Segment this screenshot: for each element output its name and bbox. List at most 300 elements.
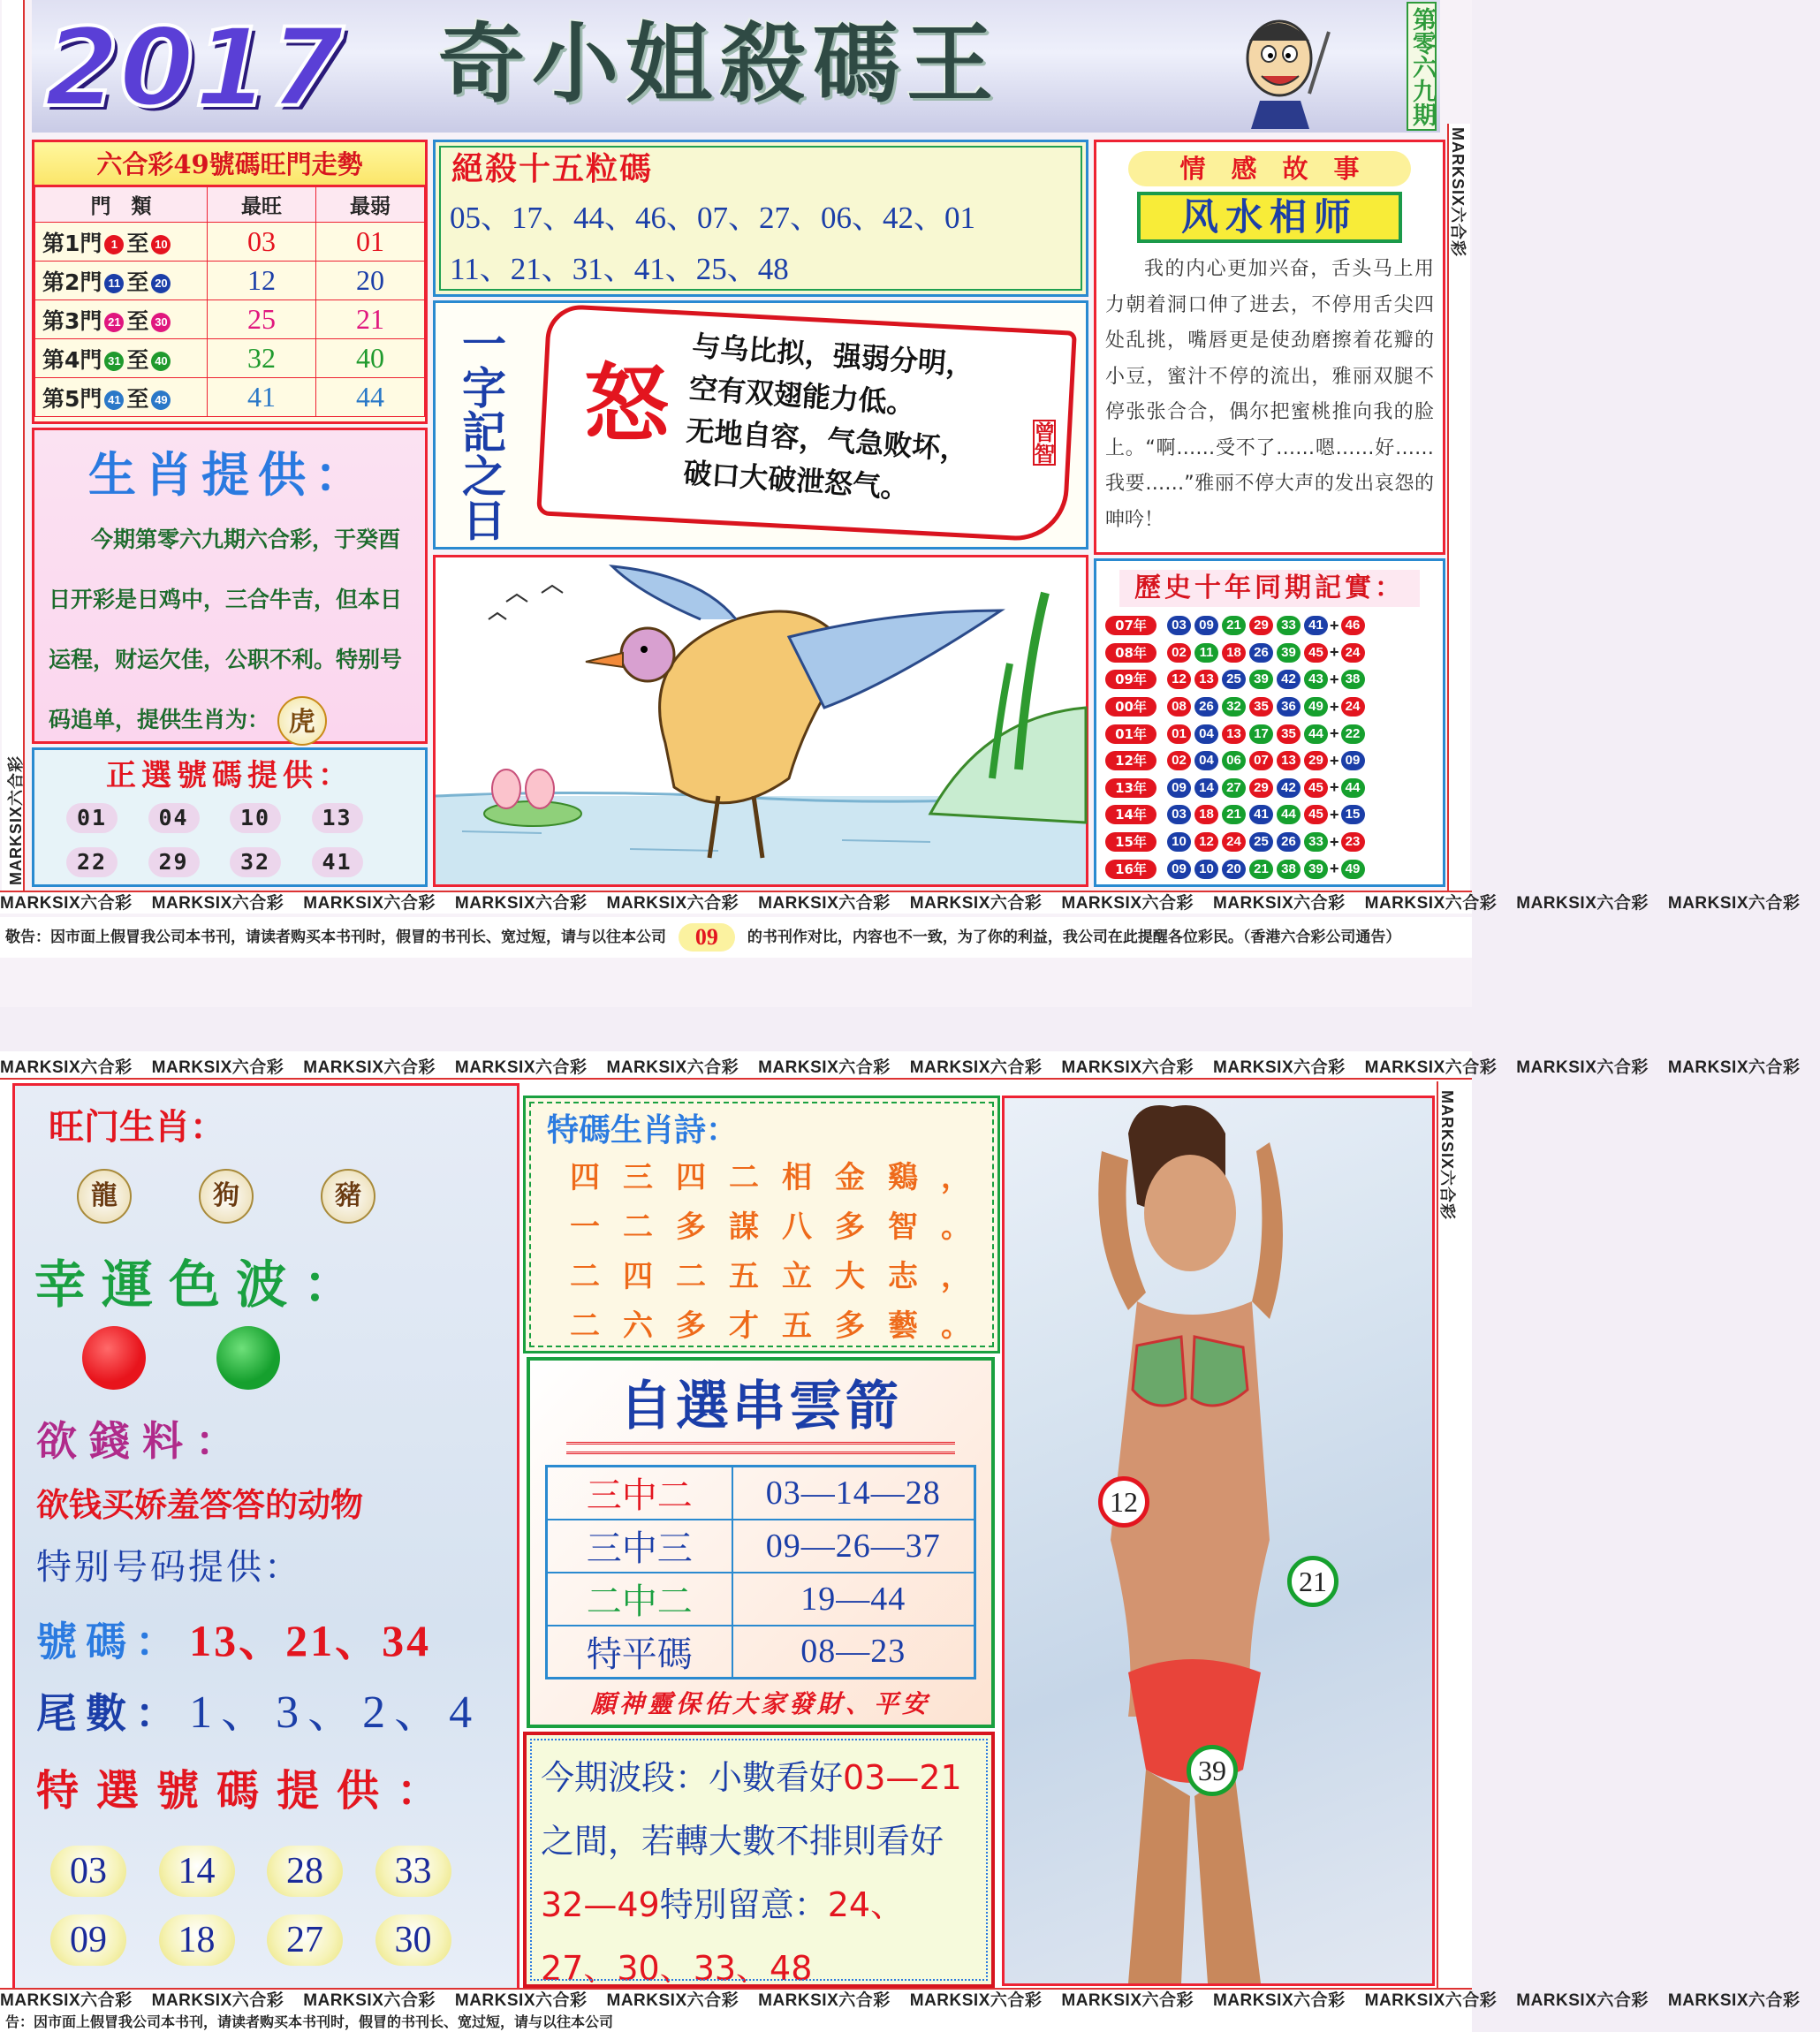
- door-label: [35, 223, 208, 262]
- history-ball: 24: [1222, 832, 1246, 852]
- door-row: [35, 262, 425, 300]
- history-ball: 04: [1194, 751, 1218, 770]
- history-special: 46: [1341, 616, 1365, 635]
- history-row: [1105, 640, 1439, 667]
- history-ball: 39: [1277, 643, 1301, 663]
- money-text: 欲钱买娇羞答答的动物: [36, 1486, 363, 1524]
- door-from-ball: 11: [104, 274, 124, 293]
- model-figure: [1005, 1098, 1432, 1983]
- history-ball: 09: [1167, 778, 1191, 798]
- history-ball: 04: [1194, 724, 1218, 744]
- strip-label: MARKSIX六合彩: [0, 1991, 133, 2010]
- pick-ball: 09: [50, 1914, 126, 1966]
- history-ball: 08: [1167, 697, 1191, 717]
- side-strip-text: MARKSIX六合彩: [7, 754, 25, 885]
- history-ball: 13: [1194, 670, 1218, 689]
- strip-label: MARKSIX六合彩: [303, 1991, 436, 2010]
- zodiac-provide-panel: [32, 428, 428, 744]
- history-special: 44: [1341, 778, 1365, 798]
- zodiac-provide-title: 生肖提供：: [88, 446, 371, 503]
- strip-label: MARKSIX六合彩: [606, 1991, 739, 2010]
- history-ball: 21: [1222, 805, 1246, 824]
- history-period: 12年: [1105, 751, 1156, 770]
- combo-title: 自選串雲箭: [619, 1376, 902, 1437]
- combo-panel: [527, 1357, 995, 1728]
- side-strip-left-bottom: [0, 1081, 12, 1983]
- history-period: 15年: [1105, 832, 1156, 852]
- pick-number: 13: [312, 803, 363, 833]
- pick-number: 10: [230, 803, 281, 833]
- history-ball: 45: [1304, 805, 1328, 824]
- poem-line: 四三四二相金鷄，: [570, 1160, 994, 1195]
- strip-label: MARKSIX六合彩: [454, 1058, 588, 1077]
- strip-label: MARKSIX六合彩: [909, 1991, 1043, 2010]
- history-ball: 03: [1167, 805, 1191, 824]
- door-to-ball: 10: [151, 235, 171, 254]
- combo-value: 03—14—28: [732, 1467, 975, 1520]
- strip-label: MARKSIX六合彩: [303, 1058, 436, 1077]
- strip-label: MARKSIX六合彩: [454, 1991, 588, 2010]
- special-title: 特别号码提供：: [36, 1547, 302, 1588]
- history-special: 24: [1341, 697, 1365, 717]
- poem-title: 特碼生肖詩：: [547, 1111, 739, 1149]
- door-from-ball: 31: [104, 352, 124, 371]
- door-name: 第1門: [42, 230, 102, 256]
- poem-lines: [570, 1153, 994, 1351]
- marquee-strip: [0, 891, 1801, 914]
- history-row: [1105, 855, 1439, 883]
- history-row: [1105, 775, 1439, 802]
- combo-row: [547, 1626, 975, 1679]
- history-ball: 41: [1304, 616, 1328, 635]
- tail-label: 尾數：: [36, 1689, 185, 1737]
- picks-title: 正選號碼提供：: [106, 758, 353, 793]
- history-ball: 42: [1277, 670, 1301, 689]
- header-year: 2017: [44, 5, 345, 131]
- pick-ball: 27: [267, 1914, 343, 1966]
- plus-sign: +: [1330, 724, 1339, 743]
- history-period: 13年: [1105, 778, 1156, 798]
- history-ball: 20: [1222, 860, 1246, 879]
- history-rows: [1096, 612, 1443, 883]
- combo-label: 二中二: [547, 1573, 732, 1626]
- dragon-icon: 龍: [77, 1169, 132, 1224]
- wave-part: 之間，若轉大數不排則看好: [541, 1822, 944, 1861]
- history-ball: 21: [1249, 860, 1273, 879]
- combo-label: 三中三: [547, 1520, 732, 1573]
- history-special: 38: [1341, 670, 1365, 689]
- combo-label: 特平碼: [547, 1626, 732, 1679]
- strip-label: MARKSIX六合彩: [1213, 1991, 1346, 2010]
- door-row: [35, 378, 425, 417]
- wave-range: 03—21: [843, 1758, 962, 1797]
- history-ball: 35: [1249, 697, 1273, 717]
- door-hot: 25: [208, 300, 316, 339]
- strip-label: MARKSIX六合彩: [151, 1991, 284, 2010]
- combo-value: 08—23: [732, 1626, 975, 1679]
- pick-ball: 28: [267, 1846, 343, 1897]
- one-char-line: 空有双翅能力低。: [687, 371, 916, 421]
- history-ball: 12: [1194, 832, 1218, 852]
- history-ball: 33: [1277, 616, 1301, 635]
- wave-part: 特別留意：: [659, 1885, 828, 1924]
- strip-label: MARKSIX六合彩: [1667, 1058, 1801, 1077]
- plus-sign: +: [1330, 643, 1339, 662]
- door-to-ball: 20: [151, 274, 171, 293]
- story-title: 风水相师: [1137, 192, 1402, 243]
- history-ball: 02: [1167, 751, 1191, 770]
- door-from-ball: 21: [104, 313, 124, 332]
- one-char-panel: [433, 300, 1088, 550]
- pick-number: 22: [66, 847, 118, 877]
- door-cold: 01: [316, 223, 425, 262]
- history-title: 歷史十年同期記實：: [1119, 570, 1420, 607]
- door-label: [35, 262, 208, 300]
- picks-grid: [34, 798, 425, 877]
- history-special: 24: [1341, 643, 1365, 663]
- header-banner: [32, 0, 1440, 133]
- door-row: [35, 339, 425, 378]
- pick-number: 32: [230, 847, 281, 877]
- poem-line: 二四二五立大志，: [570, 1259, 994, 1294]
- strip-label: MARKSIX六合彩: [1061, 894, 1194, 913]
- door-from-ball: 1: [104, 235, 124, 254]
- history-period: 14年: [1105, 805, 1156, 824]
- door-table-panel: [32, 140, 428, 424]
- door-name: 第4門: [42, 346, 102, 373]
- kill15-title: 絕殺十五粒碼: [451, 150, 654, 187]
- wave-part: 今期波段：小數看好: [541, 1758, 844, 1797]
- strip-label: MARKSIX六合彩: [606, 894, 739, 913]
- history-special: 15: [1341, 805, 1365, 824]
- strip-label: MARKSIX六合彩: [1516, 1058, 1649, 1077]
- history-ball: 29: [1249, 778, 1273, 798]
- wangmen-title: 旺门生肖：: [49, 1106, 225, 1148]
- strip-label: MARKSIX六合彩: [303, 894, 436, 913]
- notice-text-2: 的书刊作对比，内容也不一致，为了你的利益，我公司在此提醒各位彩民。（香港六合彩公司通告）: [747, 929, 1401, 946]
- strip-label: MARKSIX六合彩: [1213, 1058, 1346, 1077]
- pick-ball: 03: [50, 1846, 126, 1897]
- combo-value: 19—44: [732, 1573, 975, 1626]
- strip-label: MARKSIX六合彩: [606, 1058, 739, 1077]
- history-ball: 49: [1304, 697, 1328, 717]
- history-ball: 44: [1304, 724, 1328, 744]
- history-ball: 32: [1222, 697, 1246, 717]
- history-panel: [1094, 558, 1445, 887]
- side-strip-right-top: [1447, 124, 1470, 892]
- history-row: [1105, 720, 1439, 747]
- strip-label: MARKSIX六合彩: [151, 1058, 284, 1077]
- combo-row: [547, 1467, 975, 1520]
- history-ball: 35: [1277, 724, 1301, 744]
- door-to-word: 至: [126, 307, 149, 334]
- strip-label: MARKSIX六合彩: [909, 894, 1043, 913]
- door-table-title: 六合彩49號碼旺門走勢: [34, 142, 425, 186]
- strip-label: MARKSIX六合彩: [454, 894, 588, 913]
- history-ball: 45: [1304, 778, 1328, 798]
- door-table: [34, 186, 425, 417]
- combo-divider: [566, 1442, 955, 1454]
- strip-label: MARKSIX六合彩: [1667, 894, 1801, 913]
- header-issue: 第零六九期: [1407, 2, 1437, 131]
- color-title: 幸運色波：: [34, 1255, 371, 1315]
- door-to-word: 至: [126, 385, 149, 412]
- pick-balls: [50, 1846, 483, 1966]
- picks-panel: [32, 747, 428, 887]
- history-ball: 39: [1304, 860, 1328, 879]
- strip-label: MARKSIX六合彩: [151, 894, 284, 913]
- door-label: [35, 339, 208, 378]
- history-special: 23: [1341, 832, 1365, 852]
- history-ball: 29: [1304, 751, 1328, 770]
- history-ball: 01: [1167, 724, 1191, 744]
- notice-bar: [0, 917, 1472, 958]
- col-header: 門 類: [35, 187, 208, 223]
- history-ball: 25: [1222, 670, 1246, 689]
- notice-text: 敬告：因市面上假冒我公司本书刊，请读者购买本书刊时，假冒的书刊长、宽过短，请与以往本公司: [5, 929, 666, 946]
- pick-ball: 30: [375, 1914, 451, 1966]
- strip-label: MARKSIX六合彩: [1516, 894, 1649, 913]
- history-ball: 33: [1304, 832, 1328, 852]
- strip-label: MARKSIX六合彩: [758, 1991, 891, 2010]
- kill15-panel: [433, 140, 1088, 297]
- pick-ball: 18: [159, 1914, 235, 1966]
- history-row: [1105, 694, 1439, 721]
- poem-panel: [523, 1096, 1000, 1353]
- history-ball: 39: [1249, 670, 1273, 689]
- side-strip-text: MARKSIX六合彩: [1449, 127, 1467, 258]
- strip-label: MARKSIX六合彩: [1364, 894, 1498, 913]
- combo-label: 三中二: [547, 1467, 732, 1520]
- door-to-word: 至: [126, 346, 149, 373]
- pick-number: 04: [148, 803, 200, 833]
- strip-label: MARKSIX六合彩: [1213, 894, 1346, 913]
- photo-panel: [1002, 1096, 1435, 1986]
- green-wave-dot: [216, 1326, 280, 1390]
- one-char-line: 与乌比拟，强弱分明，: [691, 329, 976, 383]
- history-ball: 43: [1304, 670, 1328, 689]
- door-table-header: [35, 187, 425, 223]
- marquee-strip: [0, 1057, 1801, 1080]
- codes-label: 號碼：: [36, 1618, 185, 1665]
- mascot: [1225, 5, 1331, 129]
- combo-row: [547, 1573, 975, 1626]
- door-hot: 03: [208, 223, 316, 262]
- history-ball: 14: [1194, 778, 1218, 798]
- tail-row: [36, 1687, 481, 1740]
- history-ball: 36: [1277, 697, 1301, 717]
- plus-sign: +: [1330, 832, 1339, 851]
- story-panel: [1094, 140, 1445, 555]
- door-hot: 41: [208, 378, 316, 417]
- door-cold: 40: [316, 339, 425, 378]
- history-ball: 07: [1249, 751, 1273, 770]
- side-strip-left-top: [2, 0, 25, 892]
- history-special: 22: [1341, 724, 1365, 744]
- wave-panel: [523, 1732, 995, 1988]
- pick-number: 41: [312, 847, 363, 877]
- door-to-ball: 30: [151, 313, 171, 332]
- plus-sign: +: [1330, 860, 1339, 878]
- history-special: 49: [1341, 860, 1365, 879]
- history-ball: 10: [1167, 832, 1191, 852]
- side-strip-right-bottom: [1437, 1081, 1460, 1991]
- codes-row: [36, 1614, 431, 1668]
- red-wave-dot: [82, 1326, 146, 1390]
- one-char-lines: [682, 324, 1046, 518]
- history-ball: 18: [1194, 805, 1218, 824]
- notice-code: 09: [679, 923, 735, 952]
- history-row: [1105, 612, 1439, 640]
- pick-number: 01: [66, 803, 118, 833]
- story-badge: 情 感 故 事: [1128, 151, 1411, 186]
- col-header: 最旺: [208, 187, 316, 223]
- col-header: 最弱: [316, 187, 425, 223]
- strip-label: MARKSIX六合彩: [0, 894, 133, 913]
- strip-label: MARKSIX六合彩: [1061, 1991, 1194, 2010]
- door-label: [35, 378, 208, 417]
- door-from-ball: 41: [104, 390, 124, 410]
- history-row: [1105, 801, 1439, 829]
- plus-sign: +: [1330, 778, 1339, 797]
- history-ball: 13: [1222, 724, 1246, 744]
- animal-icons: [77, 1169, 375, 1224]
- door-hot: 32: [208, 339, 316, 378]
- door-to-word: 至: [126, 230, 149, 256]
- strip-label: MARKSIX六合彩: [758, 894, 891, 913]
- history-ball: 38: [1277, 860, 1301, 879]
- one-char-line: 破口大破泄怒气。: [682, 455, 911, 505]
- door-to-ball: 40: [151, 352, 171, 371]
- poem-line: 二六多才五多藝。: [570, 1308, 994, 1344]
- door-row: [35, 223, 425, 262]
- history-ball: 21: [1222, 616, 1246, 635]
- door-cold: 44: [316, 378, 425, 417]
- one-char-line: 无地自容，气急败坏，: [685, 413, 970, 467]
- history-ball: 12: [1167, 670, 1191, 689]
- history-ball: 29: [1249, 616, 1273, 635]
- combo-table: [545, 1465, 976, 1679]
- strip-label: MARKSIX六合彩: [909, 1058, 1043, 1077]
- history-ball: 13: [1277, 751, 1301, 770]
- history-ball: 06: [1222, 751, 1246, 770]
- history-ball: 10: [1194, 860, 1218, 879]
- pick-title: 特選號碼提供：: [36, 1766, 458, 1816]
- history-ball: 45: [1304, 643, 1328, 663]
- pick-ball: 14: [159, 1846, 235, 1897]
- history-ball: 09: [1167, 860, 1191, 879]
- history-period: 16年: [1105, 860, 1156, 879]
- one-char-big: 怒: [584, 354, 669, 454]
- story-body: 我的内心更加兴奋，舌头马上用力朝着洞口伸了进去，不停用舌尖四处乱挑，嘴唇更是使劲磨擦着花瓣的小豆，蜜汁不停的流出，雅丽双腿不停张张合合，偶尔把蜜桃推向我的脸上。“啊……受不了……嗯……好……我要……”雅丽不停大声的发出哀怨的呻吟！: [1105, 258, 1434, 531]
- bird-illustration: [433, 555, 1088, 887]
- kill15-line2: 11、21、31、41、25、48: [450, 252, 789, 286]
- seal-stamp: 曾智: [1030, 421, 1056, 464]
- codes-value: 13、21、34: [189, 1616, 432, 1665]
- plus-sign: +: [1330, 751, 1339, 770]
- history-ball: 11: [1194, 643, 1218, 663]
- marquee-strip: [0, 1988, 1801, 2011]
- strip-label: MARKSIX六合彩: [1364, 1991, 1498, 2010]
- history-ball: 26: [1249, 643, 1273, 663]
- pick-number: 29: [148, 847, 200, 877]
- plus-sign: +: [1330, 697, 1339, 716]
- side-strip-text: MARKSIX六合彩: [1438, 1090, 1456, 1221]
- history-period: 01年: [1105, 724, 1156, 744]
- strip-label: MARKSIX六合彩: [0, 1058, 133, 1077]
- pick-ball: 33: [375, 1846, 451, 1897]
- door-to-ball: 49: [151, 390, 171, 410]
- photo-ball: 12: [1098, 1476, 1149, 1528]
- combo-row: [547, 1520, 975, 1573]
- door-row: [35, 300, 425, 339]
- history-ball: 44: [1277, 805, 1301, 824]
- wave-range: 24、27、30、33、48: [541, 1885, 905, 1988]
- photo-ball: 39: [1187, 1745, 1238, 1796]
- door-cold: 20: [316, 262, 425, 300]
- history-ball: 17: [1249, 724, 1273, 744]
- history-ball: 26: [1277, 832, 1301, 852]
- history-row: [1105, 829, 1439, 856]
- door-name: 第5門: [42, 385, 102, 412]
- history-ball: 09: [1194, 616, 1218, 635]
- history-period: 09年: [1105, 670, 1156, 689]
- zodiac-provide-text: 今期第零六九期六合彩，于癸酉日开彩是日鸡中，三合牛吉，但本日运程，财运欠佳，公职不利。特别号码追单，提供生肖为：: [49, 527, 403, 732]
- wangmen-panel: [12, 1083, 519, 1993]
- plus-sign: +: [1330, 670, 1339, 688]
- history-period: 00年: [1105, 697, 1156, 717]
- door-name: 第2門: [42, 269, 102, 295]
- door-name: 第3門: [42, 307, 102, 334]
- history-period: 08年: [1105, 643, 1156, 663]
- history-row: [1105, 747, 1439, 775]
- door-to-word: 至: [126, 269, 149, 295]
- strip-label: MARKSIX六合彩: [1667, 1991, 1801, 2010]
- history-ball: 03: [1167, 616, 1191, 635]
- wave-range: 32—49: [541, 1885, 660, 1924]
- strip-label: MARKSIX六合彩: [1061, 1058, 1194, 1077]
- door-label: [35, 300, 208, 339]
- photo-ball: 21: [1287, 1556, 1338, 1607]
- plus-sign: +: [1330, 616, 1339, 634]
- plus-sign: +: [1330, 805, 1339, 823]
- money-title: 欲錢料：: [36, 1417, 248, 1465]
- history-period: 07年: [1105, 616, 1156, 635]
- door-hot: 12: [208, 262, 316, 300]
- history-ball: 41: [1249, 805, 1273, 824]
- combo-value: 09—26—37: [732, 1520, 975, 1573]
- history-ball: 18: [1222, 643, 1246, 663]
- kill15-line1: 05、17、44、46、07、27、06、42、01: [450, 201, 976, 235]
- one-char-side: 一字記之日: [455, 321, 507, 542]
- combo-blessing: 願神靈保佑大家發財、平安: [590, 1689, 930, 1718]
- strip-label: MARKSIX六合彩: [758, 1058, 891, 1077]
- strip-label: MARKSIX六合彩: [1364, 1058, 1498, 1077]
- zodiac-provide-body: [34, 510, 425, 750]
- strip-label: MARKSIX六合彩: [1516, 1991, 1649, 2010]
- history-ball: 27: [1222, 778, 1246, 798]
- dog-icon: 狗: [199, 1169, 254, 1224]
- door-cold: 21: [316, 300, 425, 339]
- history-ball: 26: [1194, 697, 1218, 717]
- history-ball: 02: [1167, 643, 1191, 663]
- pig-icon: 豬: [321, 1169, 375, 1224]
- bird-drawing: [436, 557, 1086, 884]
- history-ball: 42: [1277, 778, 1301, 798]
- tail-value: 1、3、2、4: [189, 1687, 482, 1738]
- bottom-notice: 告：因市面上假冒我公司本书刊，请读者购买本书刊时，假冒的书刊长、宽过短，请与以往本公司: [5, 2013, 614, 2030]
- history-row: [1105, 666, 1439, 694]
